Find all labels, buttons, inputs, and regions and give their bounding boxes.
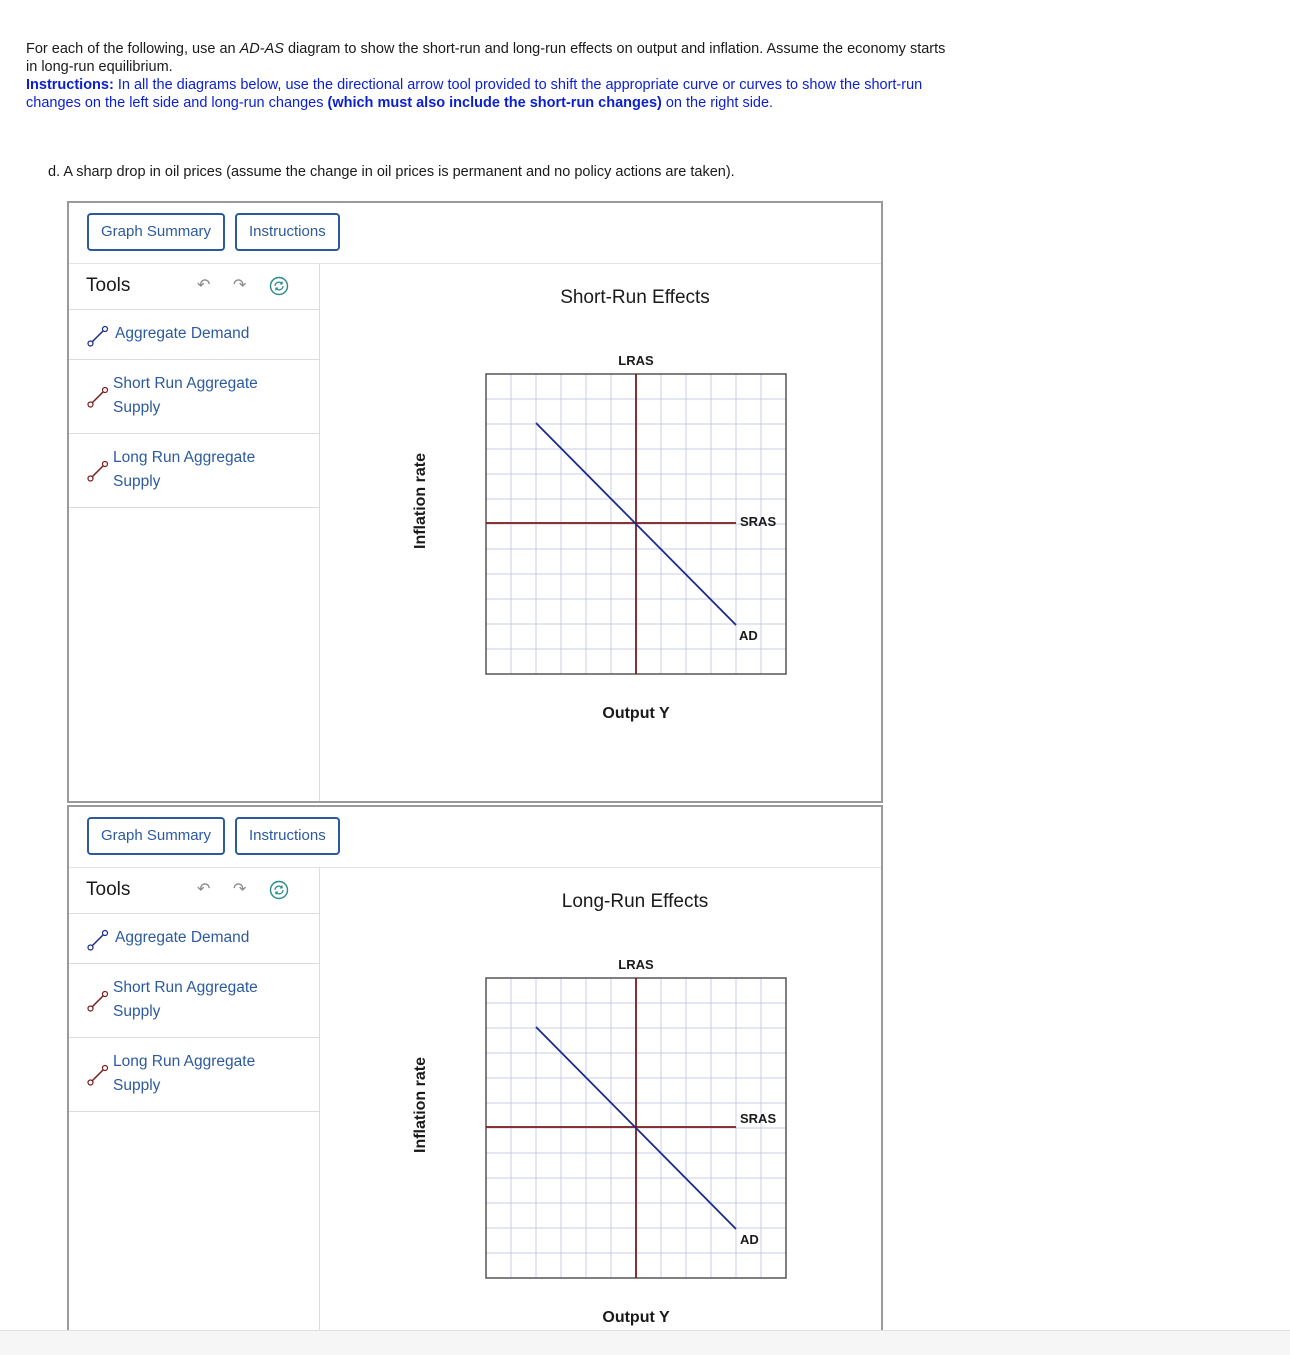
adas-chart[interactable] bbox=[320, 263, 880, 803]
y-axis-label: Inflation rate bbox=[412, 452, 429, 549]
instructions-text: on the right side. bbox=[661, 95, 774, 111]
tool-label: Short Run Aggregate bbox=[113, 979, 258, 996]
tool-label: Aggregate Demand bbox=[115, 929, 250, 946]
line-tool-icon bbox=[87, 386, 109, 408]
tool-label: Supply bbox=[113, 473, 161, 490]
redo-icon[interactable]: ↷ bbox=[233, 881, 247, 898]
x-axis-label: Output Y bbox=[602, 1309, 670, 1326]
question-text: d. A sharp drop in oil prices (assume the change in oil prices is permanent and no policy actions are taken). bbox=[48, 164, 735, 180]
line-tool-icon bbox=[87, 1064, 109, 1086]
tools-title: Tools bbox=[86, 879, 131, 900]
intro-text-part: diagram to show the short-run and long-run effects on output and inflation. Assume the economy starts in long-run equilibrium. bbox=[26, 41, 946, 75]
instructions-emphasis: (which must also include the short-run changes) bbox=[327, 95, 662, 111]
graph-panel-short-run bbox=[67, 201, 883, 803]
graph-area[interactable] bbox=[320, 263, 881, 801]
reset-icon[interactable] bbox=[269, 276, 289, 301]
tool-label: Long Run Aggregate bbox=[113, 1053, 256, 1070]
tools-header bbox=[69, 263, 319, 310]
instructions-paragraph bbox=[26, 76, 946, 112]
tool-short-run-aggregate-supply[interactable] bbox=[69, 964, 319, 1038]
intro-model-name: AD-AS bbox=[239, 41, 284, 57]
lras-label: LRAS bbox=[618, 353, 654, 368]
lras-label: LRAS bbox=[618, 957, 654, 972]
tool-label: Short Run Aggregate bbox=[113, 375, 258, 392]
graph-summary-button[interactable]: Graph Summary bbox=[87, 213, 225, 251]
ad-label: AD bbox=[740, 1232, 759, 1247]
graph-panel-long-run bbox=[67, 805, 883, 1335]
intro-text bbox=[26, 40, 946, 112]
tool-label: Supply bbox=[113, 1003, 161, 1020]
intro-paragraph bbox=[26, 40, 946, 76]
tools-header bbox=[69, 867, 319, 914]
undo-icon[interactable]: ↶ bbox=[197, 277, 211, 294]
intro-text-part: For each of the following, use an bbox=[26, 41, 240, 57]
graph-area[interactable] bbox=[320, 867, 881, 1335]
graph-title: Long-Run Effects bbox=[561, 891, 709, 912]
instructions-label: Instructions: bbox=[26, 77, 114, 93]
bottom-toolbar bbox=[0, 1330, 1290, 1355]
tool-label: Supply bbox=[113, 1077, 161, 1094]
tools-title: Tools bbox=[86, 275, 131, 296]
instructions-text: In all the diagrams below, use the directional arrow tool provided to shift the appropriate curve or curves to show the short-run changes on the left side and long-run changes bbox=[26, 77, 923, 111]
undo-icon[interactable]: ↶ bbox=[197, 881, 211, 898]
y-axis-label: Inflation rate bbox=[412, 1056, 429, 1153]
tools-sidebar bbox=[69, 263, 320, 801]
graph-summary-button[interactable]: Graph Summary bbox=[87, 817, 225, 855]
line-tool-icon bbox=[87, 990, 109, 1012]
redo-icon[interactable]: ↷ bbox=[233, 277, 247, 294]
sras-label: SRAS bbox=[740, 1111, 777, 1126]
instructions-button[interactable]: Instructions bbox=[235, 817, 340, 855]
graph-title: Short-Run Effects bbox=[560, 287, 710, 308]
line-tool-icon bbox=[87, 460, 109, 482]
tool-aggregate-demand[interactable] bbox=[69, 914, 319, 964]
tool-long-run-aggregate-supply[interactable] bbox=[69, 1038, 319, 1112]
instructions-button[interactable]: Instructions bbox=[235, 213, 340, 251]
tool-label: Supply bbox=[113, 399, 161, 416]
panel-header bbox=[69, 807, 881, 868]
tool-aggregate-demand[interactable] bbox=[69, 310, 319, 360]
tool-label: Long Run Aggregate bbox=[113, 449, 256, 466]
line-tool-icon bbox=[87, 929, 109, 951]
panel-header bbox=[69, 203, 881, 264]
tool-long-run-aggregate-supply[interactable] bbox=[69, 434, 319, 508]
tool-short-run-aggregate-supply[interactable] bbox=[69, 360, 319, 434]
ad-label: AD bbox=[739, 628, 758, 643]
line-tool-icon bbox=[87, 325, 109, 347]
reset-icon[interactable] bbox=[269, 880, 289, 905]
tools-sidebar bbox=[69, 867, 320, 1335]
adas-chart[interactable] bbox=[320, 867, 880, 1337]
tool-label: Aggregate Demand bbox=[115, 325, 250, 342]
sras-label: SRAS bbox=[740, 514, 777, 529]
x-axis-label: Output Y bbox=[602, 705, 670, 722]
